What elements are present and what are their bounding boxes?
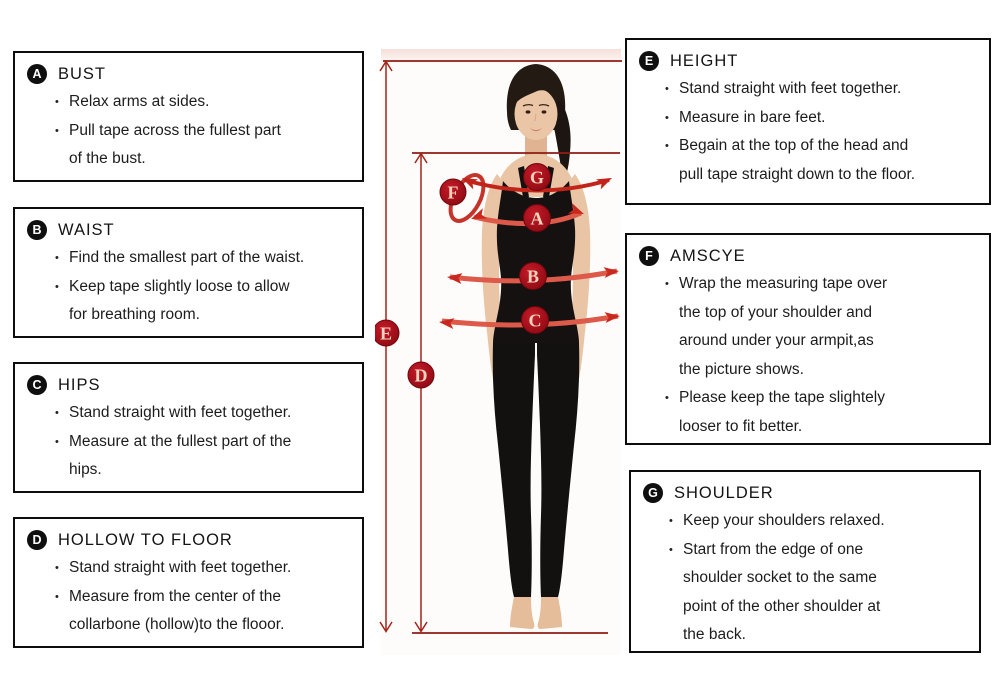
bullet-line: around under your armpit,as [679, 332, 874, 349]
bullet-item [55, 554, 356, 583]
bullet-item [669, 507, 973, 536]
bullet-item [665, 132, 983, 189]
bullet-line: • Relax arms at sides. [69, 93, 210, 110]
bullet-list [669, 507, 973, 650]
marker-letter: C [528, 310, 542, 331]
instruction-box-bust [13, 51, 364, 182]
bullet-line: • Measure at the fullest part of the [69, 432, 292, 450]
bullet-item [55, 117, 356, 174]
bullet-item [55, 273, 356, 330]
marker-badge-f [440, 179, 466, 205]
bullet-line: hips. [69, 461, 102, 478]
bullet-list [55, 244, 356, 330]
bullet-list [665, 75, 983, 189]
instruction-box-waist [13, 207, 364, 338]
bullet-list [55, 88, 356, 174]
marker-letter: A [530, 208, 544, 229]
bullet-line: • Wrap the measuring tape over [679, 275, 888, 292]
bullet-item [55, 88, 356, 117]
photo-top-edge [381, 49, 621, 65]
figure-svg [375, 40, 625, 662]
marker-letter: G [529, 167, 545, 188]
bullet-line: • Find the smallest part of the waist. [69, 249, 305, 266]
letter-badge-c: C [27, 375, 47, 395]
instruction-box-amscye [625, 233, 991, 445]
bullet-line: • Stand straight with feet together. [69, 559, 292, 576]
marker-letter: D [414, 365, 428, 386]
bullet-line: collarbone (hollow)to the flooor. [69, 616, 285, 633]
bullet-line: • Keep tape slightly loose to allow [69, 277, 290, 295]
letter-badge-b: B [27, 220, 47, 240]
bullet-list [665, 270, 983, 441]
letter-badge-d: D [27, 530, 47, 550]
marker-badge-d [408, 362, 434, 388]
bullet-item [55, 583, 356, 640]
bullet-item [669, 536, 973, 650]
bullet-line: the top of your shoulder and [679, 303, 873, 321]
box-title-hips: HIPS [58, 375, 101, 394]
bullet-item [55, 428, 356, 485]
bullet-line: the picture shows. [679, 360, 804, 378]
box-title-waist: WAIST [58, 220, 115, 239]
instruction-box-height [625, 38, 991, 205]
letter-badge-f: F [639, 246, 659, 266]
model-figure-area [375, 40, 625, 662]
eye-left [526, 110, 531, 113]
foot-left [510, 597, 534, 629]
marker-letter: F [447, 182, 459, 203]
bullet-line: • Measure in bare feet. [679, 108, 826, 126]
bullet-line: point of the other shoulder at [683, 597, 881, 615]
bullet-line: • Pull tape across the fullest part [69, 121, 281, 139]
bullet-line: of the bust. [69, 150, 146, 167]
bullet-line: the back. [683, 626, 746, 643]
bullet-line: • Please keep the tape slightely [679, 389, 885, 406]
letter-badge-e: E [639, 51, 659, 71]
box-title-row [639, 246, 989, 266]
bullet-item [55, 399, 356, 428]
bullet-line: shoulder socket to the same [683, 569, 877, 586]
box-title-row [643, 483, 979, 503]
bullet-list [55, 554, 356, 640]
box-title-height: HEIGHT [670, 51, 739, 70]
instruction-box-hollow-to-floor [13, 517, 364, 648]
bullet-line: • Begain at the top of the head and [679, 137, 909, 154]
box-title-row [27, 530, 362, 550]
eye-right [542, 110, 547, 113]
box-title-bust: BUST [58, 64, 107, 83]
bullet-item [665, 75, 983, 104]
letter-badge-g: G [643, 483, 663, 503]
box-title-row [27, 375, 362, 395]
box-title-shoulder: SHOULDER [674, 483, 774, 502]
marker-letter: B [526, 266, 540, 287]
bullet-line: • Stand straight with feet together. [69, 404, 292, 421]
bullet-item [665, 270, 983, 384]
bullet-line: • Keep your shoulders relaxed. [683, 512, 885, 529]
box-title-hollow-to-floor: HOLLOW TO FLOOR [58, 530, 233, 549]
marker-badge-e [375, 320, 399, 346]
instruction-box-hips [13, 362, 364, 493]
box-title-row [27, 64, 362, 84]
bullet-line: • Start from the edge of one [683, 540, 864, 558]
bullet-line: looser to fit better. [679, 417, 803, 435]
bullet-line: for breathing room. [69, 306, 200, 323]
box-title-row [639, 51, 989, 71]
bullet-item [55, 244, 356, 273]
marker-badge-c [522, 307, 549, 334]
marker-badge-g [524, 164, 551, 191]
marker-letter: E [379, 323, 393, 344]
instruction-box-shoulder [629, 470, 981, 653]
letter-badge-a: A [27, 64, 47, 84]
marker-badge-a [524, 205, 551, 232]
foot-right [538, 597, 562, 629]
bullet-item [665, 384, 983, 441]
marker-badge-b [520, 263, 547, 290]
bullet-list [55, 399, 356, 485]
box-title-row [27, 220, 362, 240]
box-title-amscye: AMSCYE [670, 246, 746, 265]
bullet-item [665, 104, 983, 133]
bullet-line: pull tape straight down to the floor. [679, 165, 916, 183]
bullet-line: • Measure from the center of the [69, 587, 281, 605]
bullet-line: • Stand straight with feet together. [679, 80, 902, 97]
